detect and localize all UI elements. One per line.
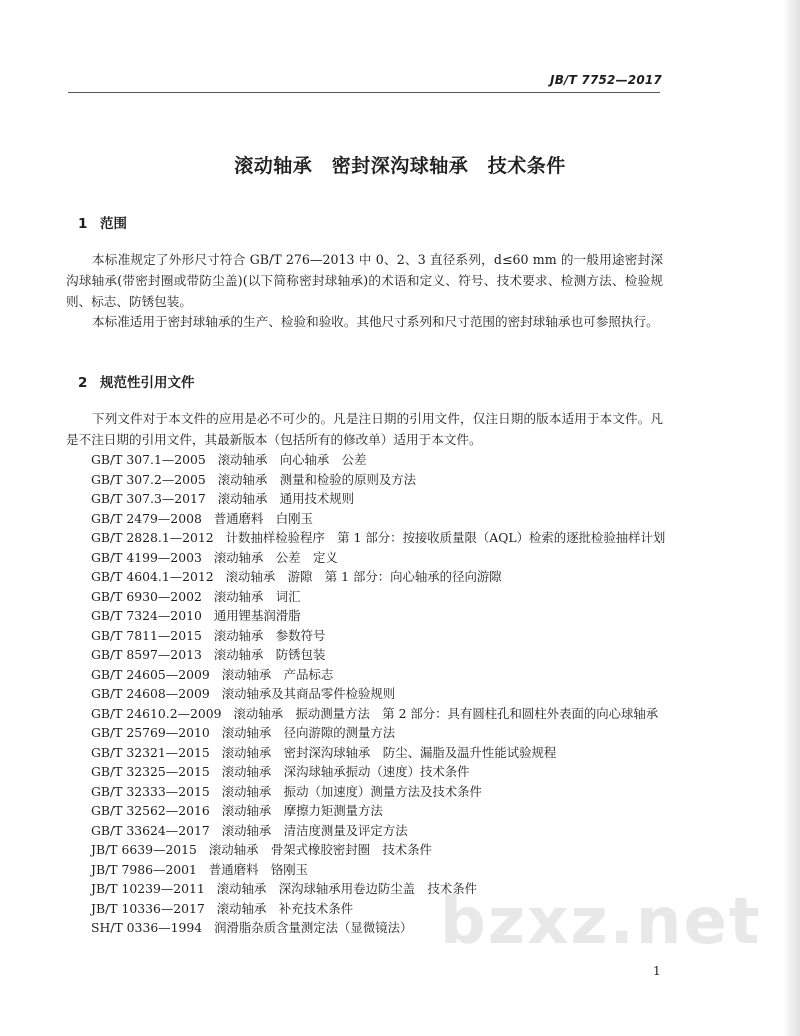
reference-title: 通用锂基润滑脂 [213, 608, 301, 623]
reference-item [91, 528, 691, 548]
reference-title: 滚动轴承 清洁度测量及评定方法 [221, 822, 408, 838]
reference-code: GB/T 2479—2008 [91, 510, 202, 526]
reference-item [91, 548, 691, 568]
reference-item [91, 450, 691, 470]
section-2-heading [78, 371, 195, 391]
reference-item [91, 762, 691, 782]
reference-title: 滚动轴承 参数符号 [213, 627, 326, 643]
reference-code: GB/T 32562—2016 [91, 803, 210, 818]
reference-item [91, 801, 691, 821]
reference-title: 滚动轴承 词汇 [213, 588, 301, 604]
reference-code: GB/T 8597—2013 [91, 647, 202, 662]
reference-title: 滚动轴承 径向游隙的测量方法 [221, 725, 396, 740]
section-number: 2 [78, 375, 88, 391]
reference-title: 滚动轴承 产品标志 [221, 666, 334, 682]
reference-title: 滚动轴承 测量和检验的原则及方法 [217, 471, 417, 487]
reference-title: 润滑脂杂质含量测定法（显微镜法） [214, 920, 413, 935]
reference-item [91, 587, 691, 607]
reference-code: GB/T 307.2—2005 [91, 471, 206, 487]
section-1-paragraph-2: 本标准适用于密封球轴承的生产、检验和验收。其他尺寸系列和尺寸范围的密封球轴承也可参照执行。 [92, 314, 659, 329]
reference-title: 滚动轴承 通用技术规则 [217, 491, 355, 506]
header-rule [68, 92, 660, 93]
reference-code: GB/T 307.1—2005 [91, 452, 206, 467]
reference-list [91, 450, 691, 938]
reference-code: GB/T 7324—2010 [91, 608, 202, 623]
document-title: 滚动轴承 密封深沟球轴承 技术条件 [234, 155, 566, 177]
reference-item [91, 509, 691, 529]
reference-code: GB/T 32333—2015 [91, 783, 210, 799]
reference-title: 滚动轴承 防锈包装 [213, 647, 326, 662]
reference-item [91, 782, 691, 802]
reference-item [91, 567, 691, 587]
reference-title: 滚动轴承 摩擦力矩测量方法 [221, 803, 383, 818]
reference-item [91, 723, 691, 743]
reference-title: 滚动轴承 深沟球轴承振动（速度）技术条件 [221, 764, 470, 779]
section-title: 范围 [100, 216, 127, 232]
reference-code: GB/T 24608—2009 [91, 686, 210, 701]
reference-title: 滚动轴承 振动测量方法 第 2 部分：具有圆柱孔和圆柱外表面的向心球轴承 [233, 705, 659, 721]
reference-title: 滚动轴承 向心轴承 公差 [217, 452, 367, 467]
reference-item [91, 626, 691, 646]
reference-item [91, 684, 691, 704]
reference-title: 计数抽样检验程序 第 1 部分：按接收质量限（AQL）检索的逐批检验抽样计划 [225, 530, 666, 545]
reference-code: GB/T 32325—2015 [91, 764, 210, 779]
reference-title: 滚动轴承 游隙 第 1 部分：向心轴承的径向游隙 [225, 569, 502, 584]
reference-title: 普通磨料 铬刚玉 [208, 861, 309, 877]
reference-item [91, 665, 691, 685]
section-number: 1 [78, 216, 88, 232]
section-title: 规范性引用文件 [100, 375, 195, 391]
reference-title: 滚动轴承及其商品零件检验规则 [221, 686, 396, 701]
reference-code: JB/T 10239—2011 [91, 881, 205, 896]
reference-title: 滚动轴承 密封深沟球轴承 防尘、漏脂及温升性能试验规程 [221, 744, 557, 760]
section-1-heading [78, 212, 127, 232]
reference-title: 普通磨料 白刚玉 [213, 510, 313, 526]
site-watermark: bzxz.net [440, 885, 762, 959]
reference-code: GB/T 4604.1—2012 [91, 569, 214, 584]
reference-code: GB/T 307.3—2017 [91, 491, 206, 506]
reference-item [91, 645, 691, 665]
reference-code: GB/T 25769—2010 [91, 725, 210, 740]
reference-code: JB/T 10336—2017 [91, 900, 205, 916]
reference-code: GB/T 32321—2015 [91, 744, 210, 760]
reference-item [91, 743, 691, 763]
reference-title: 滚动轴承 公差 定义 [213, 549, 338, 565]
reference-title: 滚动轴承 振动（加速度）测量方法及技术条件 [221, 783, 482, 799]
reference-code: GB/T 33624—2017 [91, 822, 210, 838]
reference-item [91, 821, 691, 841]
reference-title: 滚动轴承 补充技术条件 [216, 900, 354, 916]
section-2-paragraph-1: 下列文件对于本文件的应用是必不可少的。凡是注日期的引用文件，仅注日期的版本适用于本文件。凡是不注日期的引用文件，其最新版本（包括所有的修改单）适用于本文件。 [66, 411, 663, 447]
reference-item [91, 470, 691, 490]
reference-item [91, 606, 691, 626]
reference-code: SH/T 0336—1994 [91, 920, 203, 935]
reference-code: GB/T 24610.2—2009 [91, 705, 222, 721]
reference-code: JB/T 6639—2015 [91, 842, 197, 857]
reference-title: 滚动轴承 深沟球轴承用卷边防尘盖 技术条件 [216, 881, 477, 896]
reference-item [91, 840, 691, 860]
reference-item [91, 860, 691, 880]
section-1-paragraph-1: 本标准规定了外形尺寸符合 GB/T 276—2013 中 0、2、3 直径系列，d≤60 mm 的一般用途密封深沟球轴承(带密封圈或带防尘盖)(以下简称密封球轴承)的术语和定义、符号、技术要求、检测方法、检验规则、标志、防锈包装。 [66, 252, 663, 309]
reference-code: JB/T 7986—2001 [91, 861, 197, 877]
page-number: 1 [653, 964, 661, 978]
reference-code: GB/T 6930—2002 [91, 588, 202, 604]
reference-item [91, 704, 691, 724]
standard-code: JB/T 7752—2017 [550, 73, 662, 87]
reference-item [91, 489, 691, 509]
reference-code: GB/T 4199—2003 [91, 549, 202, 565]
reference-code: GB/T 2828.1—2012 [91, 530, 214, 545]
reference-code: GB/T 24605—2009 [91, 666, 210, 682]
reference-code: GB/T 7811—2015 [91, 627, 202, 643]
reference-title: 滚动轴承 骨架式橡胶密封圈 技术条件 [208, 842, 432, 857]
